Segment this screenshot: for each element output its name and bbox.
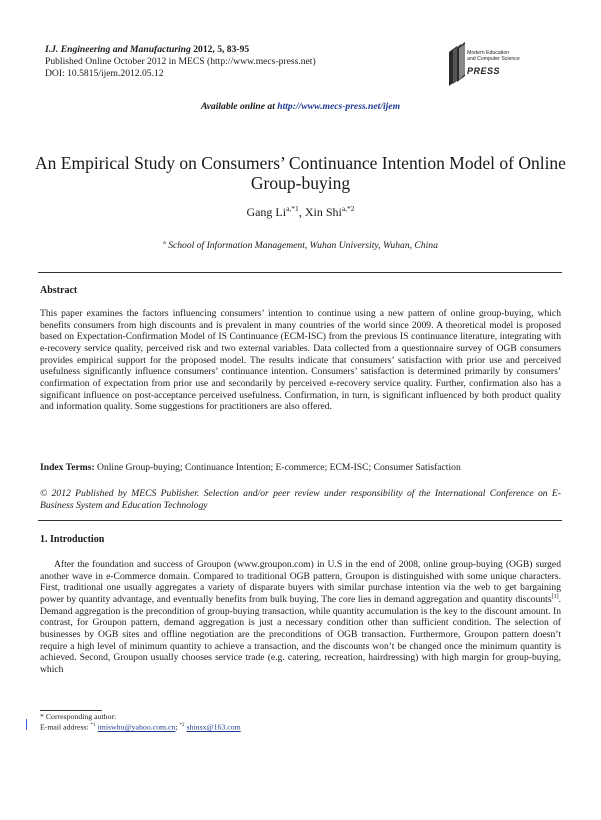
email-separator: ; [175, 722, 180, 732]
journal-title: I.J. Engineering and Manufacturing [45, 44, 191, 55]
footnote-divider [40, 710, 102, 711]
available-online [0, 101, 601, 112]
index-terms [40, 462, 561, 474]
author-list [0, 204, 601, 220]
journal-citation [45, 44, 316, 56]
available-prefix: Available online at [200, 101, 278, 112]
affiliation-text: School of Information Management, Wuhan University, Wuhan, China [165, 240, 438, 252]
journal-volume: 2012, 5, 83-95 [190, 44, 250, 55]
divider [38, 272, 562, 273]
journal-header [45, 44, 316, 79]
index-terms-list: Online Group-buying; Continuance Intention; E-commerce; ECM-ISC; Consumer Satisfaction [94, 462, 461, 473]
author-affiliation-mark: a,*2 [341, 204, 355, 213]
change-bar [26, 719, 27, 730]
author-separator: , [298, 205, 305, 219]
publisher-logo-text [467, 51, 520, 63]
author-name: Gang Li [246, 205, 287, 219]
affiliation [0, 240, 601, 251]
email-line [40, 721, 241, 732]
email-mark: *1 [90, 723, 96, 729]
journal-url-link[interactable]: http://www.mecs-press.net/ijem [277, 101, 401, 112]
logo-line-2: and Computer Science [467, 55, 520, 62]
email-mark: *2 [179, 723, 185, 729]
introduction-text: . Demand aggregation is the precondition of group-buying transaction, while quantity accumulation is the key to the discount amount. In contrast, for Groupon pattern, demand aggregation is just a necessary condition other than sufficient condition. The selection of businesses by OGB sites and offline negotiation are the preconditions of OGB transaction. Furthermore, Groupon pattern doesn’t require a high level of minimum quantity to achieve a transaction, and the discounts won’t be changed once the minimum quantity is achieved. Second, Groupon usually chooses service trade (e.g. catering, recreation, hairdressing) with high margin for group-buying, which [40, 593, 561, 675]
introduction-paragraph [40, 559, 561, 676]
footnote [40, 712, 241, 732]
email-link-1[interactable]: imiswhu@yahoo.com.cn [97, 722, 176, 732]
citation-ref[interactable]: [1] [551, 593, 559, 600]
divider [38, 520, 562, 521]
introduction-heading: 1. Introduction [40, 534, 105, 545]
logo-line-1: Modern Education [467, 50, 510, 56]
books-icon [447, 40, 562, 88]
published-line: Published Online October 2012 in MECS (http://www.mecs-press.net) [45, 55, 316, 67]
corresponding-author: * Corresponding author: [40, 712, 117, 721]
author-name: Xin Shi [304, 205, 342, 219]
publisher-logo-brand: PRESS [467, 66, 501, 76]
doi-line: DOI: 10.5815/ijem.2012.05.12 [45, 67, 164, 79]
abstract-text: This paper examines the factors influencing consumers’ intention to continue using a new pattern of online group-buying, which benefits consumers from high discounts and is prevalent in many countries of the world since 2009. A theoretical model is proposed based on Expectation-Confirmation Model of IS Continuance (ECM-ISC) from the previous IS continuance literature, integrating with e-recovery service quality, perceived risk and two external variables. Data collected from a questionnaire survey of OGB consumers provides empirical support for the proposed model. The results indicate that consumers’ satisfaction with prior use and perceived usefulness significantly influence consumers’ continuance intention. Consumers’ satisfaction is determined primarily by consumers’ confirmation of expectation from prior use and secondarily by perceived e-recovery service quality. Further, confirmation also has a significant influence on post-acceptance perceived usefulness. Confirmation, in turn, is significant influenced by both product quality and information quality. Some suggestions for practitioners are also offered. [40, 308, 561, 413]
email-label: E-mail address: [40, 722, 91, 732]
abstract-heading: Abstract [40, 285, 78, 296]
copyright-notice: © 2012 Published by MECS Publisher. Selection and/or peer review under responsibility of the International Conference on E-Business System and Education Technology [40, 488, 561, 511]
email-link-2[interactable]: shinsx@163.com [186, 722, 241, 732]
introduction-text: After the foundation and success of Groupon (www.groupon.com) in U.S in the end of 2008, online group-buying (OGB) surged another wave in e-Commerce domain. Compared to traditional OGB pattern, Groupon is distinguished with some unique characters. First, traditional one usually aggregates a variety of disparate buyers with similar purchase intention via the web to get bargaining power by quantity advantage, and eventually benefits from bulk buying. The core lies in demand aggregation and quantity discounts [40, 559, 561, 605]
paper-title: An Empirical Study on Consumers’ Continuance Intention Model of Online Group-buying [35, 153, 566, 193]
author-affiliation-mark: a,*1 [286, 204, 299, 213]
affiliation-mark: a [163, 240, 166, 246]
index-terms-label: Index Terms: [40, 462, 95, 473]
